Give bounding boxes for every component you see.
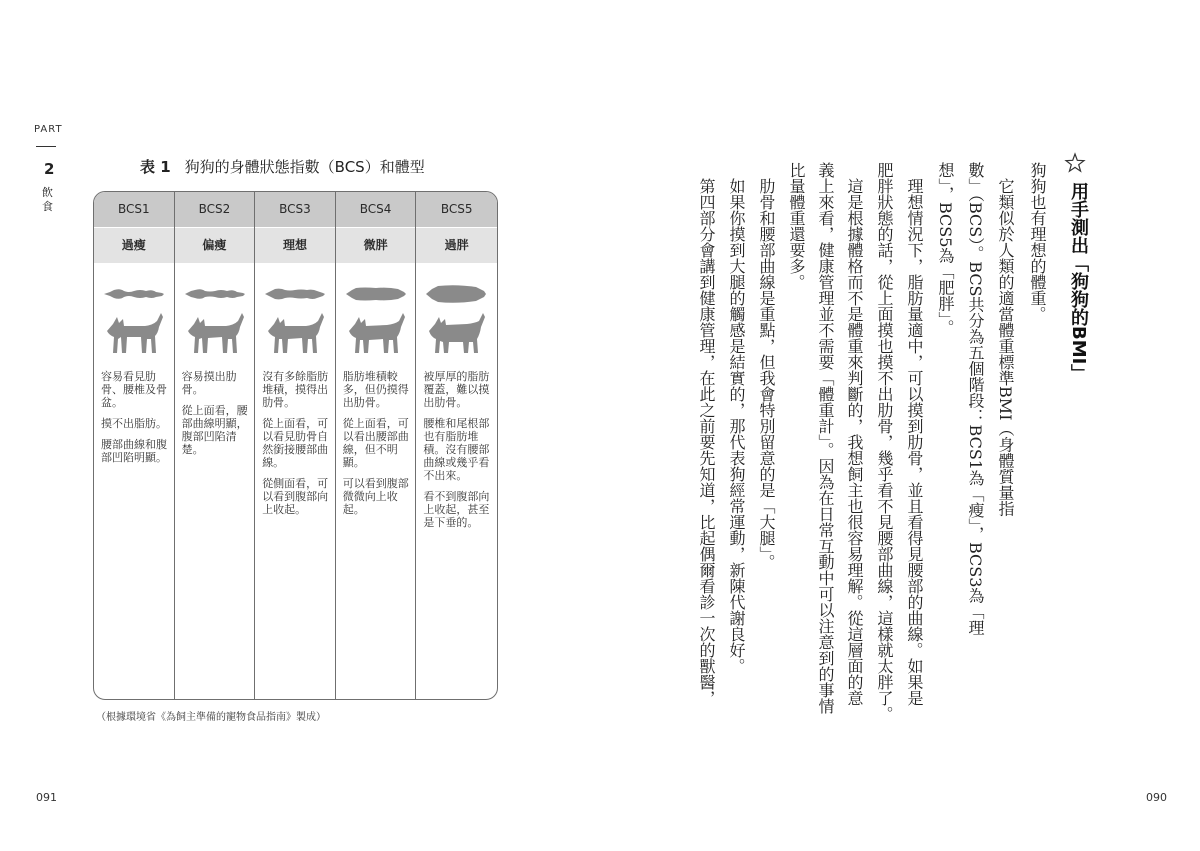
description-line: 被厚厚的脂肪覆蓋，難以摸出肋骨。: [423, 370, 490, 409]
description-line: 腰部曲線和腹部凹陷明顯。: [101, 438, 167, 464]
bcs-label: 偏瘦: [175, 228, 255, 263]
part-label: PART: [34, 124, 63, 135]
table-caption: 狗狗的身體狀態指數（BCS）和體型: [184, 158, 425, 176]
bcs-code: BCS4: [336, 192, 416, 228]
description-line: 摸不出脂肪。: [101, 417, 167, 430]
star-outline-icon: [1064, 152, 1086, 174]
part-divider: [36, 146, 56, 147]
source-note: （根據環境省《為飼主準備的寵物食品指南》製成）: [96, 712, 326, 723]
article-line: 它類似於人類的適當體重標準BMI（身體質量指: [996, 162, 1015, 517]
description-line: 從側面看，可以看到腹部向上收起。: [262, 477, 329, 516]
dog-side-view-icon: [343, 309, 409, 357]
dog-side-view-icon: [423, 309, 489, 357]
description-line: 從上面看，腰部曲線明顯，腹部凹陷清楚。: [181, 404, 248, 456]
article-line: 想」，BCS5為「肥胖」。: [936, 162, 955, 336]
bcs-column: [255, 192, 336, 699]
dog-illustration: [175, 263, 255, 363]
article-line: 數」（BCS）。BCS共分為五個階段：BCS1為「瘦」，BCS3為「理: [966, 162, 985, 636]
bcs-description: [336, 363, 416, 516]
bcs-description: [255, 363, 335, 516]
dog-illustration: [255, 263, 335, 363]
article-line: 義上來看，健康管理並不需要「體重計」。因為在日常互動中可以注意到的事情: [816, 162, 835, 714]
article-line: 這是根據體格而不是體重來判斷的，我想飼主也很容易理解。從這層面的意: [845, 162, 864, 706]
table-title: [140, 156, 425, 177]
bcs-label: 微胖: [336, 228, 416, 263]
article-line: 理想情況下，脂肪量適中，可以摸到肋骨，並且看得見腰部的曲線。如果是: [905, 162, 924, 706]
dog-side-view-icon: [101, 309, 167, 357]
dog-illustration: [416, 263, 497, 363]
article-line: 肥胖狀態的話，從上面摸也摸不出肋骨，幾乎看不見腰部曲線，這樣就太胖了。: [875, 162, 894, 722]
bcs-label: 理想: [255, 228, 335, 263]
bcs-table: [93, 191, 498, 700]
bcs-description: [94, 363, 174, 464]
bcs-column: [175, 192, 256, 699]
article-line: 狗狗也有理想的體重。: [1028, 162, 1047, 322]
article-line: 比量體重還要多。: [787, 162, 806, 290]
bcs-column: [94, 192, 175, 699]
bcs-code: BCS3: [255, 192, 335, 228]
bcs-column: [336, 192, 417, 699]
description-line: 看不到腹部向上收起，甚至是下垂的。: [423, 490, 490, 529]
description-line: 腰椎和尾根部也有脂肪堆積。沒有腰部曲線或幾乎看不出來。: [423, 417, 490, 482]
article-heading: 用手測出「狗狗的BMI」: [1068, 182, 1089, 383]
bcs-code: BCS2: [175, 192, 255, 228]
description-line: 從上面看，可以看出腰部曲線，但不明顯。: [342, 417, 409, 469]
description-line: 容易摸出肋骨。: [181, 370, 237, 396]
bcs-code: BCS1: [94, 192, 174, 228]
bcs-description: [175, 363, 255, 456]
dog-top-view-icon: [183, 283, 247, 305]
table-number: 表 1: [140, 158, 171, 176]
page-number-left: 091: [36, 791, 57, 804]
bcs-label: 過瘦: [94, 228, 174, 263]
article-line: 肋骨和腰部曲線是重點，但我會特別留意的是「大腿」。: [757, 162, 776, 570]
description-line: 從上面看，可以看見肋骨自然銜接腰部曲線。: [262, 417, 329, 469]
dog-top-view-icon: [102, 283, 166, 305]
dog-top-view-icon: [344, 283, 408, 305]
dog-side-view-icon: [262, 309, 328, 357]
bcs-column: [416, 192, 497, 699]
page-number-right: 090: [1146, 791, 1167, 804]
dog-side-view-icon: [182, 309, 248, 357]
description-line: 脂肪堆積較多，但仍摸得出肋骨。: [342, 370, 409, 409]
part-name: 飲食: [42, 186, 53, 213]
article-line: 第四部分會講到健康管理，在此之前要先知道，比起偶爾看診一次的獸醫，: [697, 162, 716, 706]
bcs-label: 過胖: [416, 228, 497, 263]
article-line: 如果你摸到大腿的觸感是結實的，那代表狗經常運動，新陳代謝良好。: [727, 162, 746, 674]
description-line: 沒有多餘脂肪堆積，摸得出肋骨。: [262, 370, 329, 409]
dog-top-view-icon: [424, 283, 488, 305]
bcs-description: [416, 363, 497, 529]
dog-top-view-icon: [263, 283, 327, 305]
description-line: 容易看見肋骨、腰椎及骨盆。: [101, 370, 167, 409]
part-number: 2: [44, 160, 55, 178]
dog-illustration: [336, 263, 416, 363]
bcs-code: BCS5: [416, 192, 497, 228]
description-line: 可以看到腹部微微向上收起。: [342, 477, 409, 516]
dog-illustration: [94, 263, 174, 363]
